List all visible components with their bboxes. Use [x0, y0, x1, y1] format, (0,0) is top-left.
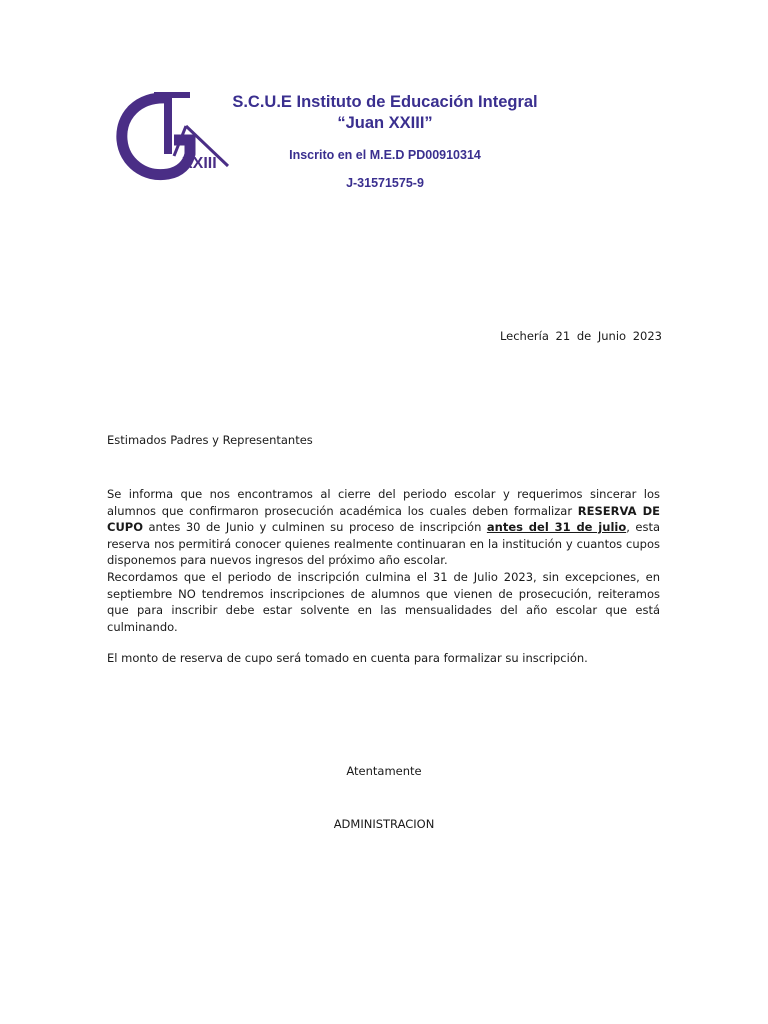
p1-text-3: , esta reserva nos permitirá conocer quienes realmente continuaran en la institución y cuantos cupos disponemos para nuevos ingresos del próximo año escolar. — [107, 520, 660, 568]
date-line: Lechería 21 de Junio 2023 — [499, 329, 662, 343]
letterhead — [200, 92, 570, 191]
tax-id: J-31571575-9 — [346, 176, 424, 190]
paragraph-reservation — [107, 486, 660, 569]
greeting: Estimados Padres y Representantes — [107, 433, 313, 447]
p1-bold-reserva: RESERVA DE CUPO — [107, 503, 660, 535]
letter-body — [107, 486, 660, 667]
p1-text-1: Se informa que nos encontramos al cierre del periodo escolar y requerimos sincerar los alumnos que confirmaron prosecución académica los cuales deben formalizar — [107, 487, 660, 518]
paragraph-deadline: Recordamos que el periodo de inscripción culmina el 31 de Julio 2023, sin excepciones, en septiembre NO tendremos inscripciones de alumnos que vienen de prosecución, reiteramos que para inscribir debe estar solvente en las mensualidades del año escolar que está culminando. — [107, 569, 660, 634]
logo-text: XXIII — [182, 155, 217, 172]
signature: ADMINISTRACION — [333, 817, 435, 831]
paragraph-amount: El monto de reserva de cupo será tomado en cuenta para formalizar su inscripción. — [107, 651, 588, 666]
p1-text-2: antes 30 de Junio y culminen su proceso de inscripción — [142, 520, 487, 535]
institute-subname: “Juan XXIII” — [337, 114, 433, 132]
p1-underlined-deadline: antes del 31 de julio — [486, 520, 627, 535]
institute-name: S.C.U.E Instituto de Educación Integral — [232, 93, 538, 111]
closing: Atentamente — [346, 764, 422, 778]
registration-number: Inscrito en el M.E.D PD00910314 — [289, 148, 481, 162]
